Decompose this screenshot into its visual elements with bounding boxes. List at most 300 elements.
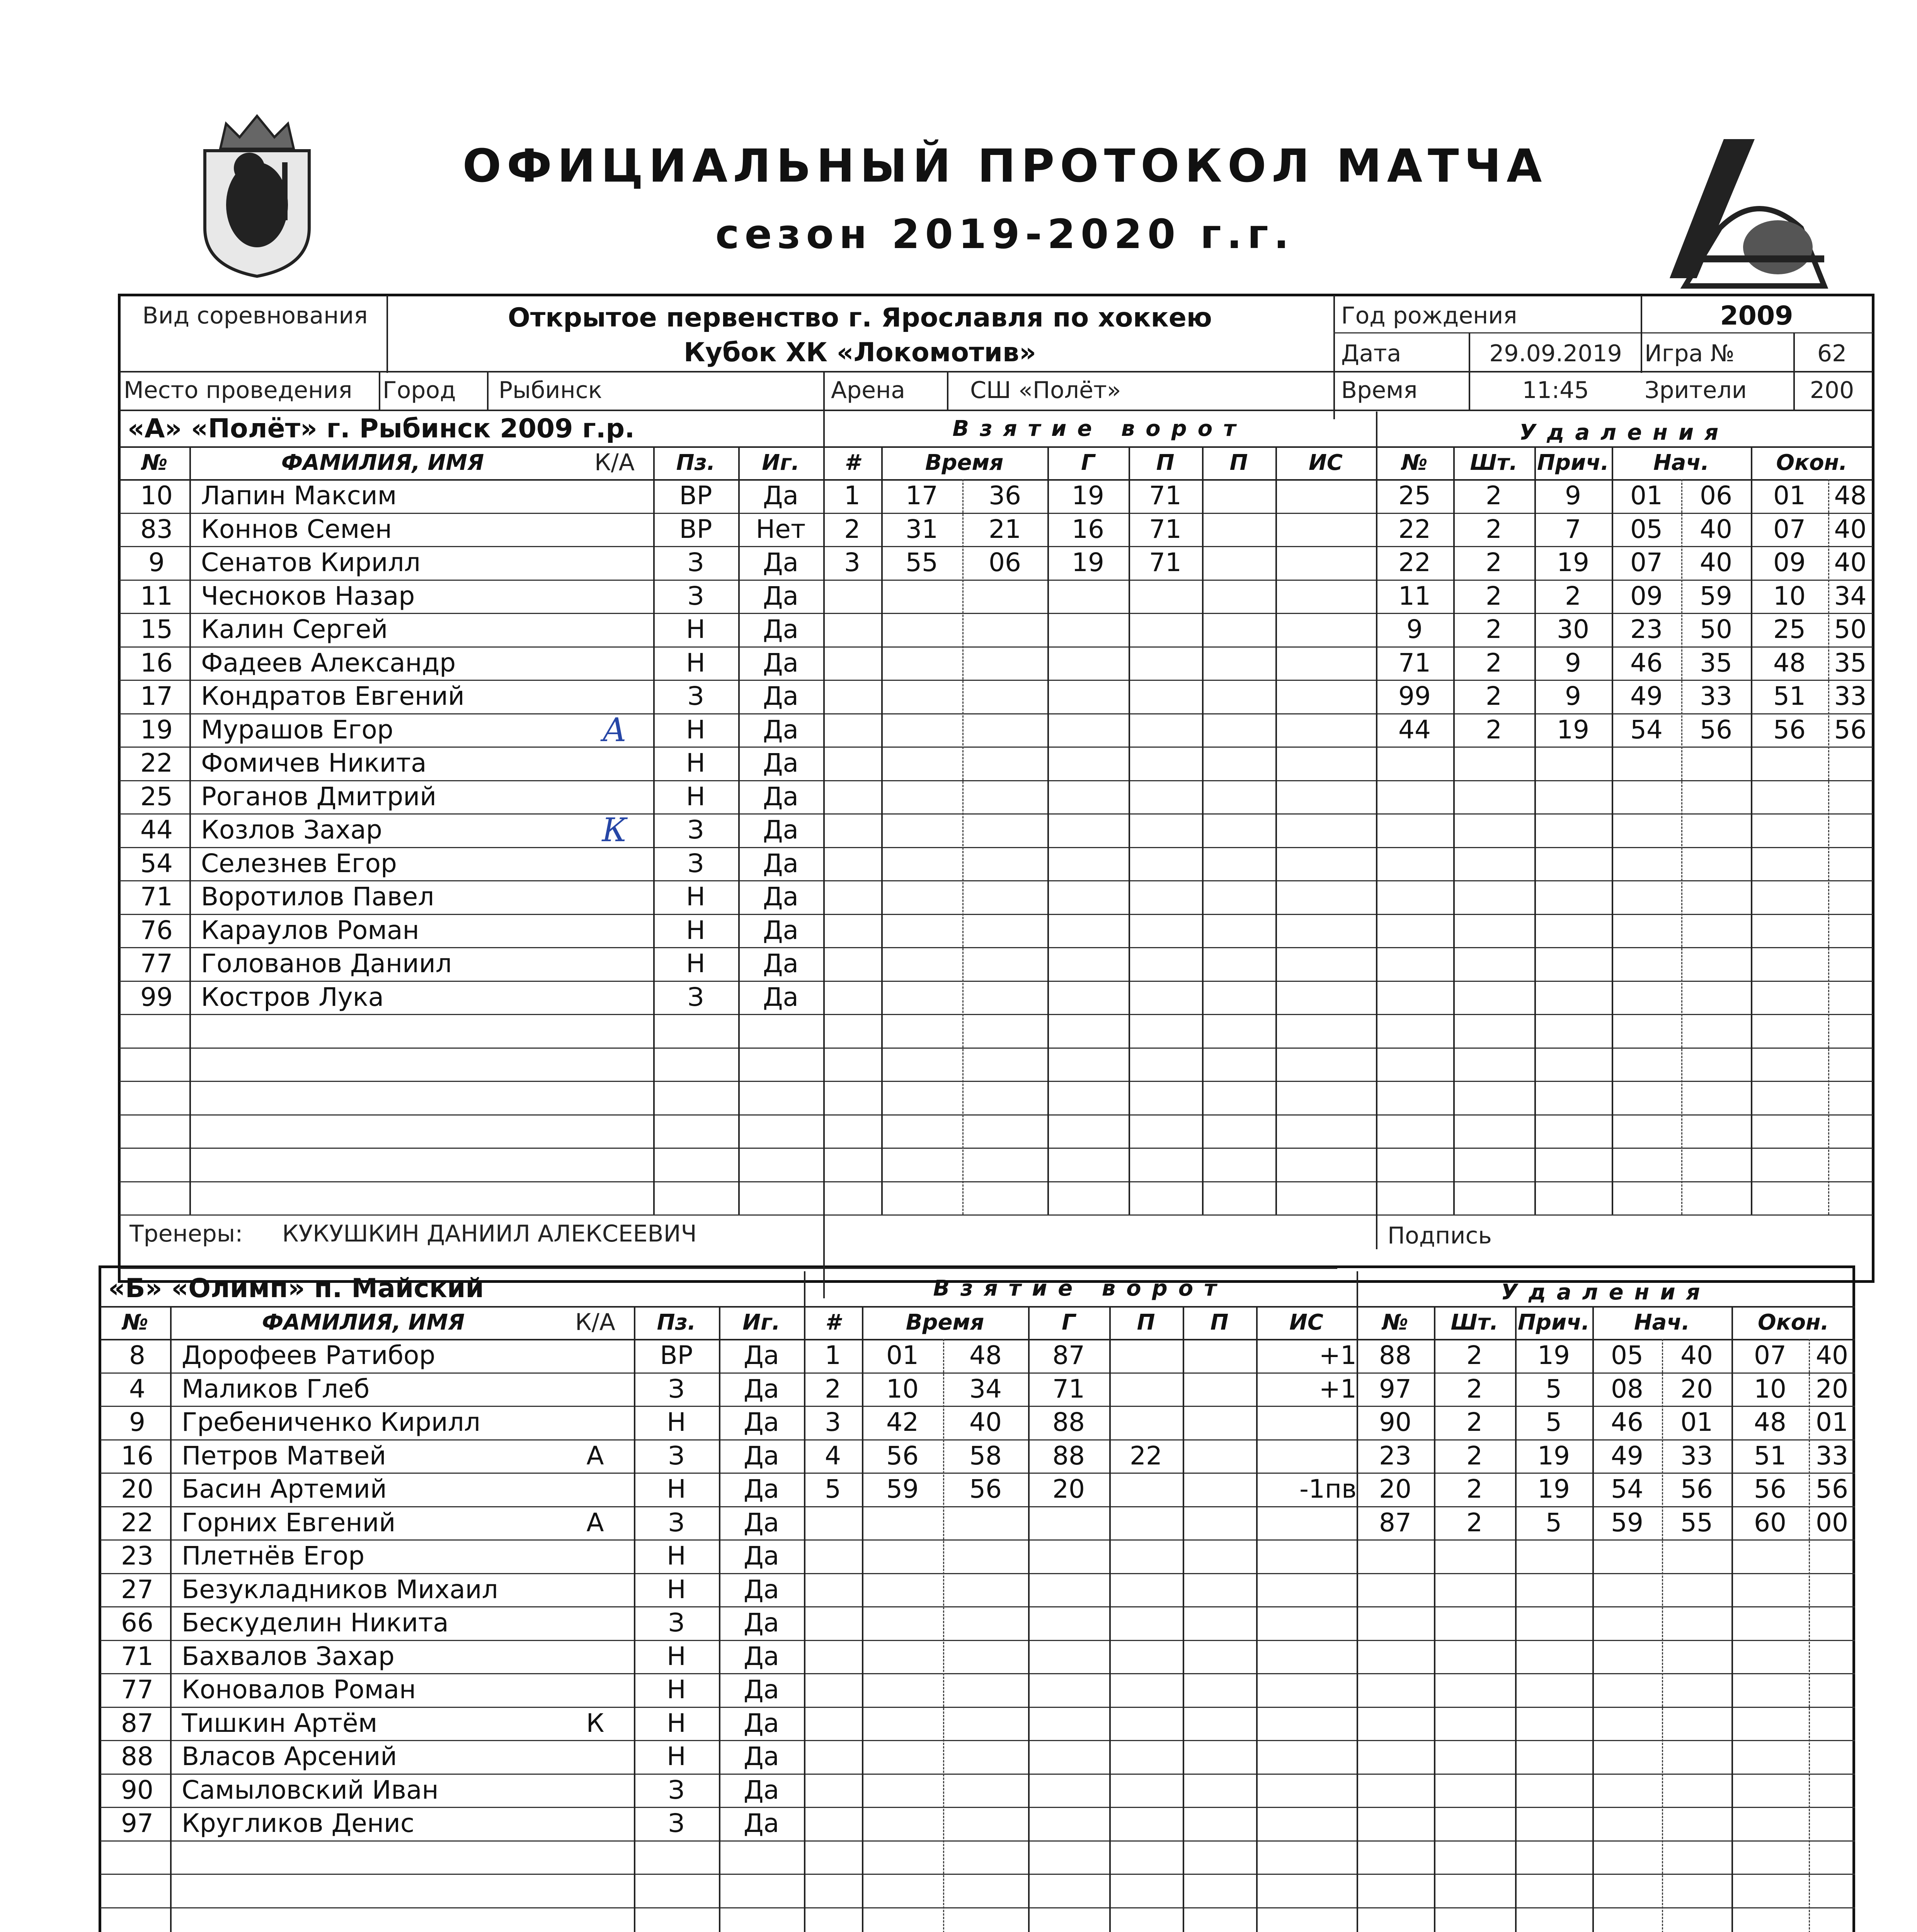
col-goal-num: # (825, 1310, 841, 1335)
player-role (557, 1539, 634, 1573)
player-number: 44 (140, 815, 173, 845)
penalty-minutes: 2 (1466, 1407, 1483, 1437)
grid-line-h (120, 1114, 1873, 1116)
col-num: № (141, 450, 168, 475)
goal-assist2 (1183, 1406, 1256, 1439)
col-strength: ИС (1289, 1310, 1323, 1335)
player-name: Чесноков Назар (201, 581, 415, 611)
penalty-start-sec: 55 (1680, 1507, 1713, 1537)
goal-number: 2 (844, 514, 860, 544)
player-name: Фадеев Александр (201, 648, 456, 678)
penalty-end-sec: 48 (1834, 481, 1867, 510)
penalty-end-sec: 40 (1816, 1340, 1848, 1370)
goal-number: 1 (844, 481, 860, 510)
player-name: Власов Арсений (182, 1742, 397, 1771)
goal-assist2 (1183, 1339, 1256, 1372)
player-name: Бахвалов Захар (182, 1641, 395, 1671)
col-pen-end: Окон. (1776, 450, 1847, 475)
col-pen-start: Нач. (1634, 1310, 1690, 1335)
player-played: Да (743, 1541, 779, 1571)
goals-title: Взятие ворот (933, 1276, 1227, 1301)
grid-line-v (962, 479, 964, 1214)
player-role (557, 1473, 634, 1506)
player-position: З (668, 1507, 685, 1537)
goal-scorer: 88 (1052, 1407, 1085, 1437)
penalty-player: 88 (1379, 1340, 1411, 1370)
goal-scorer: 20 (1052, 1474, 1085, 1504)
grid-line-h (120, 371, 1873, 372)
player-played: Да (763, 815, 798, 845)
player-role (557, 1339, 634, 1372)
penalty-player: 20 (1379, 1474, 1411, 1504)
player-played: Да (743, 1641, 779, 1671)
competition-type-label-2 (124, 332, 386, 365)
grid-line-h (100, 1907, 1855, 1908)
player-name: Маликов Глеб (182, 1374, 370, 1404)
birth-year-label: Год рождения (1341, 302, 1517, 329)
grid-line-v (1183, 1306, 1184, 1932)
grid-line-v (738, 446, 740, 1214)
col-num: № (122, 1310, 148, 1335)
player-name: Воротилов Павел (201, 882, 434, 912)
coat-of-arms-logo (182, 100, 332, 278)
goal-assist1: 71 (1149, 481, 1182, 510)
player-position: Н (686, 949, 705, 978)
goal-minute: 17 (906, 481, 938, 510)
player-number: 8 (129, 1340, 145, 1370)
player-position: Н (667, 1641, 686, 1671)
player-role (576, 613, 653, 646)
goal-strength: +1 (1319, 1374, 1357, 1404)
player-position: Н (686, 915, 705, 945)
player-number: 54 (140, 848, 173, 878)
document-title: ОФИЦИАЛЬНЫЙ ПРОТОКОЛ МАТЧА (462, 139, 1548, 192)
player-role (557, 1673, 634, 1707)
penalty-player: 9 (1406, 614, 1423, 644)
grid-line-v (881, 446, 883, 1214)
grid-line-h (120, 1148, 1873, 1149)
player-position: З (668, 1608, 685, 1638)
col-assist1: П (1137, 1310, 1155, 1335)
player-number: 77 (121, 1675, 153, 1704)
season-title: сезон 2019-2020 г.г. (715, 211, 1295, 258)
goal-second: 56 (969, 1474, 1002, 1504)
player-role (576, 580, 653, 613)
penalty-start-min: 07 (1630, 548, 1663, 577)
player-name: Безукладников Михаил (182, 1574, 498, 1604)
player-position: Н (686, 748, 705, 778)
penalty-start-min: 46 (1611, 1407, 1643, 1437)
col-name: ФАМИЛИЯ, ИМЯ (281, 450, 484, 475)
penalty-start-min: 49 (1630, 681, 1663, 711)
player-number: 9 (129, 1407, 145, 1437)
penalty-start-min: 05 (1630, 514, 1663, 544)
penalty-player: 87 (1379, 1507, 1411, 1537)
penalty-minutes: 2 (1486, 481, 1502, 510)
goal-assist2 (1202, 513, 1275, 546)
player-position: Н (667, 1407, 686, 1437)
goal-second: 34 (969, 1374, 1002, 1404)
grid-line-h (100, 1840, 1855, 1842)
player-position: З (668, 1775, 685, 1805)
grid-line-h (100, 1874, 1855, 1875)
player-number: 17 (140, 681, 173, 711)
penalty-end-min: 10 (1754, 1374, 1786, 1404)
penalty-start-sec: 40 (1700, 548, 1732, 577)
player-name: Дорофеев Ратибор (182, 1340, 436, 1370)
grid-line-h (120, 1014, 1873, 1015)
col-pos: Пз. (676, 450, 715, 475)
player-role (576, 914, 653, 947)
player-position: Н (667, 1708, 686, 1738)
col-ka: К/А (594, 449, 635, 476)
player-name: Петров Матвей (182, 1440, 386, 1471)
goal-assist2 (1202, 546, 1275, 580)
penalty-player: 11 (1398, 581, 1431, 611)
grid-line-v (1534, 446, 1536, 1214)
col-pen-num: № (1382, 1310, 1408, 1335)
grid-line-v (1681, 479, 1682, 1214)
player-played: Да (763, 949, 798, 978)
grid-line-v (823, 412, 825, 1249)
player-role: А (586, 1440, 604, 1471)
city-label: Город (383, 377, 456, 404)
coach-name: КУКУШКИН ДАНИИЛ АЛЕКСЕЕВИЧ (282, 1220, 697, 1247)
player-name: Кругликов Денис (182, 1808, 415, 1838)
player-number: 71 (121, 1641, 153, 1671)
player-role: К (602, 813, 627, 847)
goal-strength (1256, 1406, 1357, 1439)
penalty-start-sec: 06 (1700, 481, 1732, 510)
goal-assist2 (1183, 1439, 1256, 1473)
col-ka: К/А (575, 1309, 615, 1336)
grid-line-v (1592, 1306, 1594, 1932)
penalty-start-sec: 40 (1700, 514, 1732, 544)
player-role: К (586, 1708, 604, 1738)
grid-line-h (120, 1267, 1337, 1269)
player-played: Да (763, 781, 798, 811)
penalty-minutes: 2 (1466, 1374, 1483, 1404)
grid-line-v (170, 1306, 172, 1932)
penalty-minutes: 2 (1466, 1340, 1483, 1370)
player-position: ВР (679, 514, 712, 544)
penalty-start-sec: 59 (1700, 581, 1732, 611)
penalty-reason: 19 (1557, 714, 1589, 745)
goal-assist1 (1109, 1372, 1183, 1406)
player-position: З (687, 848, 704, 878)
player-role: А (586, 1507, 604, 1537)
player-name: Калин Сергей (201, 614, 388, 644)
penalty-start-min: 46 (1630, 648, 1663, 678)
goal-strength: -1пв (1299, 1474, 1357, 1504)
team-teamA-title: «А» «Полёт» г. Рыбинск 2009 г.р. (128, 413, 635, 444)
city-value: Рыбинск (499, 377, 603, 404)
player-role (576, 646, 653, 680)
penalty-start-sec: 35 (1700, 648, 1732, 678)
cup-name: Кубок ХК «Локомотив» (684, 337, 1036, 368)
player-name: Тишкин Артём (182, 1708, 378, 1738)
grid-line-v (1129, 446, 1130, 1214)
player-role (576, 680, 653, 713)
goal-minute: 56 (886, 1440, 919, 1471)
player-position: З (687, 548, 704, 577)
penalty-end-min: 07 (1773, 514, 1806, 544)
player-position: Н (667, 1541, 686, 1571)
goal-number: 5 (825, 1474, 841, 1504)
goal-scorer: 71 (1052, 1374, 1085, 1404)
player-position: З (668, 1440, 685, 1471)
grid-line-v (1357, 1271, 1358, 1932)
penalty-end-min: 01 (1773, 481, 1806, 510)
col-goal-num: # (844, 450, 860, 475)
grid-line-h (120, 1181, 1873, 1182)
player-role (576, 947, 653, 981)
goal-second: 06 (989, 548, 1021, 577)
penalty-end-sec: 20 (1816, 1374, 1848, 1404)
player-name: Селезнев Егор (201, 848, 397, 878)
penalty-end-sec: 35 (1834, 648, 1867, 678)
player-played: Да (743, 1808, 779, 1838)
penalty-reason: 19 (1537, 1440, 1570, 1471)
penalty-minutes: 2 (1486, 514, 1502, 544)
player-number: 90 (121, 1775, 153, 1805)
player-played: Да (743, 1608, 779, 1638)
player-role (576, 479, 653, 513)
player-role (557, 1372, 634, 1406)
player-number: 27 (121, 1574, 153, 1604)
col-pen-min: Шт. (1451, 1310, 1498, 1335)
grid-line-v (634, 1306, 635, 1932)
player-position: З (687, 815, 704, 845)
lokomotiv-logo (1662, 131, 1832, 294)
player-number: 4 (129, 1374, 145, 1404)
penalty-reason: 19 (1557, 548, 1589, 577)
player-role (576, 513, 653, 546)
penalty-end-sec: 56 (1816, 1474, 1848, 1504)
col-pen-reason: Прич. (1537, 450, 1609, 475)
goal-second: 21 (989, 514, 1021, 544)
player-role (576, 981, 653, 1014)
player-played: Да (763, 548, 798, 577)
penalty-end-min: 56 (1773, 714, 1806, 745)
penalty-reason: 5 (1546, 1407, 1562, 1437)
penalty-start-sec: 56 (1680, 1474, 1713, 1504)
col-assist1: П (1156, 450, 1175, 475)
penalty-end-min: 09 (1773, 548, 1806, 577)
player-number: 23 (121, 1541, 153, 1571)
player-played: Да (743, 1507, 779, 1537)
penalty-end-min: 51 (1773, 681, 1806, 711)
goal-number: 1 (825, 1340, 841, 1370)
goal-scorer: 16 (1072, 514, 1104, 544)
penalty-start-sec: 20 (1680, 1374, 1713, 1404)
grid-line-v (1453, 446, 1455, 1214)
grid-line-v (1751, 446, 1752, 1214)
arena-label: Арена (831, 377, 906, 404)
penalties-title: Удаления (1501, 1280, 1711, 1305)
player-position: Н (667, 1675, 686, 1704)
penalty-start-sec: 40 (1680, 1340, 1713, 1370)
goal-assist1: 71 (1149, 514, 1182, 544)
player-role (557, 1640, 634, 1673)
grid-line-v (1047, 446, 1049, 1214)
player-name: Мурашов Егор (201, 714, 393, 745)
player-role (557, 1606, 634, 1640)
goal-assist1 (1109, 1406, 1183, 1439)
player-played: Да (743, 1775, 779, 1805)
penalty-end-min: 56 (1754, 1474, 1786, 1504)
col-goal-time: Время (925, 450, 1004, 475)
player-played: Да (763, 481, 798, 510)
goal-scorer: 88 (1052, 1440, 1085, 1471)
goal-strength (1275, 513, 1376, 546)
player-played: Да (763, 848, 798, 878)
spectators-value: 200 (1810, 377, 1854, 404)
penalties-title: Удаления (1519, 420, 1730, 445)
penalty-player: 25 (1398, 481, 1431, 510)
player-number: 76 (140, 915, 173, 945)
player-role (557, 1774, 634, 1807)
player-position: З (687, 982, 704, 1012)
penalty-reason: 9 (1565, 648, 1581, 678)
penalty-minutes: 2 (1486, 714, 1502, 745)
player-name: Басин Артемий (182, 1474, 387, 1504)
penalty-reason: 5 (1546, 1507, 1562, 1537)
penalty-start-min: 54 (1611, 1474, 1643, 1504)
penalty-start-min: 23 (1630, 614, 1663, 644)
penalty-start-sec: 33 (1680, 1440, 1713, 1471)
game-number: 62 (1817, 340, 1847, 367)
grid-line-v (1612, 446, 1613, 1214)
grid-line-v (1256, 1306, 1258, 1932)
player-name: Фомичев Никита (201, 748, 427, 778)
penalty-end-min: 25 (1773, 614, 1806, 644)
player-played: Да (743, 1474, 779, 1504)
grid-line-h (120, 1081, 1873, 1082)
col-assist2: П (1210, 1310, 1229, 1335)
grid-line-v (862, 1306, 863, 1932)
player-name: Костров Лука (201, 982, 384, 1012)
player-number: 87 (121, 1708, 153, 1738)
player-number: 25 (140, 781, 173, 811)
player-number: 22 (140, 748, 173, 778)
grid-line-v (1333, 296, 1335, 419)
grid-line-h (120, 1214, 1873, 1216)
grid-line-v (1515, 1306, 1517, 1932)
player-role (576, 880, 653, 914)
time-value: 11:45 (1522, 377, 1589, 404)
player-played: Да (743, 1440, 779, 1471)
penalty-reason: 9 (1565, 481, 1581, 510)
player-role (557, 1573, 634, 1607)
player-name: Сенатов Кирилл (201, 548, 421, 577)
penalty-end-min: 48 (1773, 648, 1806, 678)
player-number: 99 (140, 982, 173, 1012)
player-played: Да (763, 915, 798, 945)
goal-strength (1256, 1439, 1357, 1473)
penalty-end-min: 48 (1754, 1407, 1786, 1437)
player-name: Плетнёв Егор (182, 1541, 365, 1571)
penalty-start-min: 54 (1630, 714, 1663, 745)
col-goal-scorer: Г (1081, 450, 1095, 475)
player-position: З (687, 581, 704, 611)
player-position: З (687, 681, 704, 711)
date-value: 29.09.2019 (1489, 340, 1622, 367)
penalty-player: 90 (1379, 1407, 1411, 1437)
penalty-minutes: 2 (1466, 1474, 1483, 1504)
penalty-start-min: 09 (1630, 581, 1663, 611)
penalty-player: 97 (1379, 1374, 1411, 1404)
penalty-minutes: 2 (1486, 548, 1502, 577)
grid-line-v (1028, 1306, 1030, 1932)
player-number: 15 (140, 614, 173, 644)
penalty-start-min: 01 (1630, 481, 1663, 510)
player-name: Кондратов Евгений (201, 681, 465, 711)
col-played: Иг. (742, 1310, 780, 1335)
penalty-reason: 7 (1565, 514, 1581, 544)
player-position: Н (667, 1742, 686, 1771)
col-pen-start: Нач. (1653, 450, 1709, 475)
goal-minute: 10 (886, 1374, 919, 1404)
player-played: Да (743, 1708, 779, 1738)
date-label: Дата (1341, 340, 1401, 367)
grid-line-v (653, 446, 655, 1214)
col-assist2: П (1229, 450, 1248, 475)
goal-assist1: 22 (1130, 1440, 1162, 1471)
player-number: 9 (148, 548, 165, 577)
goal-scorer: 19 (1072, 548, 1104, 577)
player-played: Да (763, 882, 798, 912)
player-played: Да (763, 614, 798, 644)
penalty-end-sec: 40 (1834, 548, 1867, 577)
col-pen-reason: Прич. (1518, 1310, 1590, 1335)
player-number: 66 (121, 1608, 153, 1638)
penalty-end-sec: 34 (1834, 581, 1867, 611)
col-pen-num: № (1401, 450, 1428, 475)
player-name: Самыловский Иван (182, 1775, 439, 1805)
grid-line-v (1376, 412, 1377, 1249)
grid-line-v (947, 371, 948, 411)
grid-line-v (189, 446, 191, 1214)
goal-minute: 31 (906, 514, 938, 544)
player-number: 97 (121, 1808, 153, 1838)
player-name: Коновалов Роман (182, 1675, 416, 1704)
arena-value: СШ «Полёт» (970, 377, 1121, 404)
player-played: Да (743, 1407, 779, 1437)
player-number: 22 (121, 1507, 153, 1537)
player-played: Да (743, 1374, 779, 1404)
goal-strength (1275, 479, 1376, 513)
penalty-start-min: 49 (1611, 1440, 1643, 1471)
goal-strength (1275, 546, 1376, 580)
penalty-player: 22 (1398, 514, 1431, 544)
player-role (576, 847, 653, 881)
player-position: З (668, 1374, 685, 1404)
grid-line-v (1731, 1306, 1733, 1932)
player-played: Да (763, 681, 798, 711)
player-position: Н (686, 614, 705, 644)
player-played: Да (763, 748, 798, 778)
penalty-end-sec: 33 (1816, 1440, 1848, 1471)
player-number: 71 (140, 882, 173, 912)
goal-second: 58 (969, 1440, 1002, 1471)
player-played: Нет (756, 514, 806, 544)
goal-second: 48 (969, 1340, 1002, 1370)
player-name: Лапин Максим (201, 481, 397, 510)
goal-assist1 (1109, 1339, 1183, 1372)
player-role (576, 546, 653, 580)
goal-strength: +1 (1319, 1340, 1357, 1370)
